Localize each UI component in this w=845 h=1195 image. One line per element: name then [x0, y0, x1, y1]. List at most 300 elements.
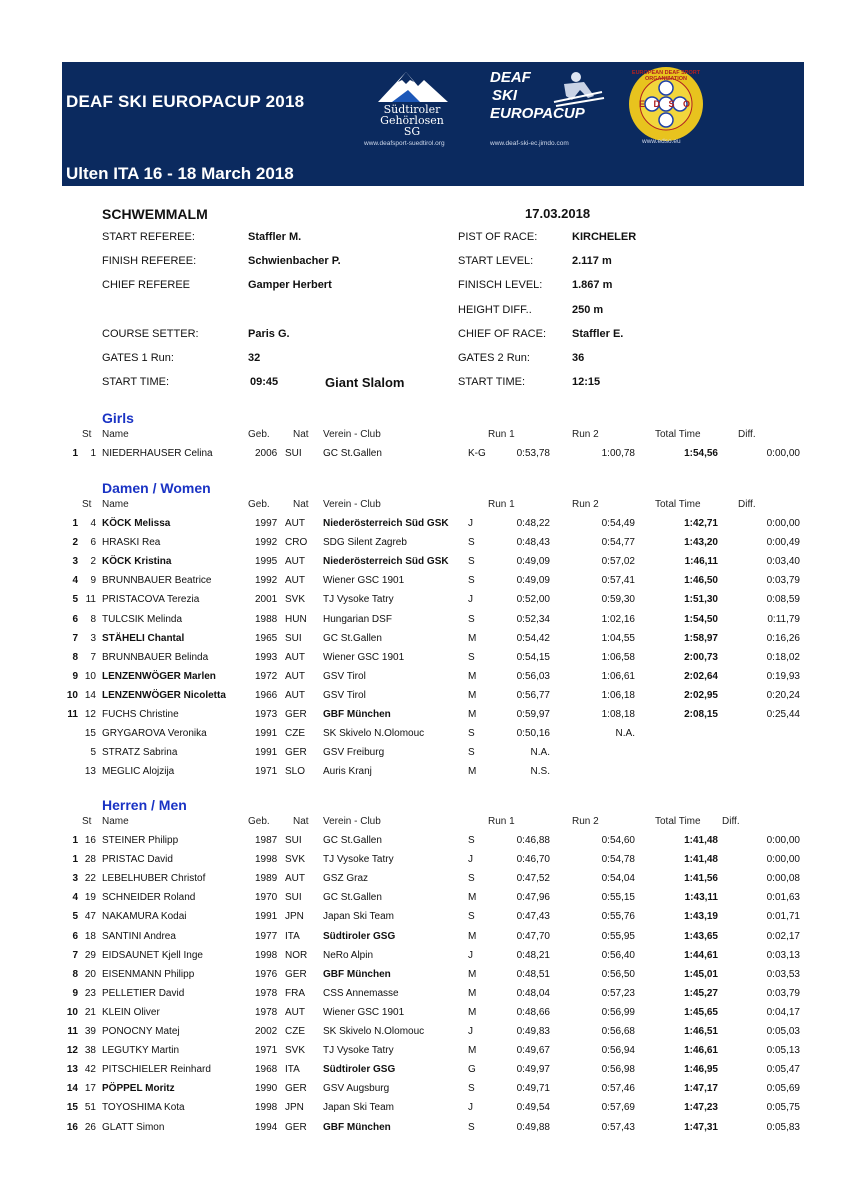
cell-cat: J: [468, 518, 473, 529]
table-row: [0, 931, 845, 950]
cell-run1: 0:56,03: [516, 670, 550, 682]
cell-year: 1970: [255, 892, 278, 904]
cell-year: 1972: [255, 670, 278, 682]
cell-cat: S: [468, 1083, 475, 1095]
column-header-run2: Run 2: [572, 816, 599, 827]
cell-st: 11: [85, 594, 96, 606]
cell-run1: 0:48,66: [516, 1006, 550, 1018]
section-title: Girls: [102, 410, 134, 426]
cell-nat: NOR: [285, 949, 308, 961]
cell-year: 1976: [255, 968, 278, 980]
cell-cat: M: [468, 709, 477, 720]
cell-club: SK Skivelo N.Olomouc: [323, 1026, 425, 1037]
cell-club: GC St.Gallen: [323, 448, 382, 459]
cell-club: SK Skivelo N.Olomouc: [323, 728, 425, 740]
cell-rank: 1: [72, 835, 78, 846]
table-row: [0, 854, 845, 873]
cell-year: 2001: [255, 594, 278, 606]
column-header-club: Verein - Club: [323, 499, 381, 510]
cell-name: SANTINI Andrea: [102, 930, 176, 942]
cell-run2: 0:54,49: [601, 518, 635, 529]
height-diff-value: 250 m: [572, 304, 604, 316]
cell-cat: S: [468, 613, 475, 625]
table-row: [0, 766, 845, 785]
cell-rank: 5: [72, 911, 78, 923]
cell-st: 47: [84, 911, 96, 923]
cell-st: 28: [84, 854, 96, 866]
cell-nat: FRA: [285, 987, 305, 999]
mountain-icon: [372, 68, 452, 104]
cell-diff: 0:11,79: [767, 613, 800, 625]
cell-run2: 0:57,69: [601, 1102, 635, 1114]
cell-cat: J: [468, 1102, 473, 1114]
cell-rank: 15: [66, 1102, 78, 1114]
cell-run1: 0:46,70: [516, 854, 550, 866]
cell-name: KÖCK Melissa: [102, 518, 171, 529]
suedtirol-url: www.deafsport-suedtirol.org: [364, 140, 445, 147]
cell-club: Hungarian DSF: [323, 613, 392, 625]
cell-run2: 1:04,55: [601, 632, 635, 644]
table-row: [0, 1102, 845, 1121]
table-row: [0, 1026, 845, 1045]
cell-cat: J: [468, 594, 473, 606]
deaf-ski-europacup-logo: [488, 68, 618, 138]
table-row: [0, 652, 845, 671]
table-row: [0, 575, 845, 594]
cell-cat: S: [468, 575, 475, 587]
cell-name: NIEDERHAUSER Celina: [102, 448, 213, 459]
cell-year: 1977: [255, 930, 278, 942]
cell-total: 1:46,11: [684, 556, 718, 568]
cell-club: GBF München: [323, 1121, 391, 1133]
cell-year: 1991: [255, 911, 278, 923]
cell-cat: S: [468, 747, 475, 759]
cell-year: 1987: [255, 835, 278, 846]
cell-run2: 0:57,41: [601, 575, 635, 587]
cell-club: GSZ Graz: [323, 873, 369, 885]
suedtirol-logo-text: Südtiroler Gehörlosen SG: [380, 103, 444, 138]
cell-year: 1992: [255, 537, 278, 549]
table-row: [0, 728, 845, 747]
cell-club: NeRo Alpin: [323, 949, 374, 961]
column-header-nat: Nat: [293, 429, 309, 440]
cell-rank: 6: [72, 613, 78, 625]
chief-referee-value: Gamper Herbert: [248, 279, 332, 291]
cell-total: 1:46,61: [684, 1045, 718, 1057]
cell-diff: 0:05,75: [766, 1102, 800, 1114]
cell-nat: JPN: [285, 911, 304, 923]
cell-rank: 7: [72, 632, 78, 644]
cell-run1: 0:49,09: [516, 575, 550, 587]
cell-year: 1991: [255, 747, 278, 759]
cell-name: TULCSIK Melinda: [102, 613, 183, 625]
cell-club: TJ Vysoke Tatry: [323, 1045, 394, 1057]
column-header-diff: Diff.: [738, 499, 756, 510]
start-time2-value: 12:15: [572, 376, 601, 388]
cell-total: 1:46,51: [684, 1026, 718, 1037]
cell-rank: 4: [72, 575, 78, 587]
cell-rank: 16: [66, 1121, 78, 1133]
gates2-value: 36: [572, 352, 585, 364]
cell-st: 15: [84, 728, 96, 740]
cell-run2: 1:00,78: [601, 448, 635, 459]
cell-year: 1973: [255, 709, 278, 720]
cell-diff: 0:01,63: [766, 892, 800, 904]
cell-st: 22: [84, 873, 96, 885]
cell-club: GC St.Gallen: [323, 835, 382, 846]
cell-run2: 0:57,02: [601, 556, 635, 568]
cell-nat: AUT: [285, 518, 305, 529]
cell-run1: 0:47,96: [516, 892, 550, 904]
cell-diff: 0:03,40: [766, 556, 800, 568]
cell-diff: 0:02,17: [766, 930, 800, 942]
cell-total: 1:43,11: [684, 892, 718, 904]
cell-nat: SVK: [285, 1045, 306, 1057]
cell-run2: N.A.: [615, 728, 635, 740]
cell-nat: AUT: [285, 1006, 305, 1018]
cell-year: 1991: [255, 728, 278, 740]
cell-st: 18: [84, 930, 96, 942]
cell-total: 1:45,01: [684, 968, 718, 980]
cell-club: Wiener GSC 1901: [323, 575, 405, 587]
cell-name: LENZENWÖGER Marlen: [102, 670, 216, 682]
cell-nat: SUI: [285, 632, 302, 644]
cell-diff: 0:00,08: [766, 873, 800, 885]
cell-st: 39: [84, 1026, 96, 1037]
table-row: [0, 988, 845, 1007]
cell-st: 14: [84, 689, 96, 701]
cell-club: Japan Ski Team: [323, 1102, 394, 1114]
cell-nat: SUI: [285, 448, 302, 459]
cell-rank: 3: [72, 556, 78, 568]
cell-year: 1971: [255, 1045, 278, 1057]
cell-nat: GER: [285, 1121, 307, 1133]
cell-year: 1998: [255, 1102, 278, 1114]
cell-run2: 0:56,98: [601, 1064, 635, 1076]
cell-rank: 10: [66, 689, 78, 701]
cell-name: PRISTAC David: [102, 854, 173, 866]
cell-st: 13: [84, 766, 96, 778]
cell-name: STEINER Philipp: [102, 835, 179, 846]
cell-st: 21: [84, 1006, 96, 1018]
cell-run2: 1:06,18: [601, 689, 635, 701]
cell-total: 1:51,30: [684, 594, 718, 606]
cell-st: 38: [84, 1045, 96, 1057]
cell-total: 1:45,65: [684, 1006, 718, 1018]
gates1-label: GATES 1 Run:: [102, 352, 174, 364]
column-header-total: Total Time: [655, 499, 701, 510]
cell-total: 1:47,23: [684, 1102, 718, 1114]
cell-diff: 0:25,44: [766, 709, 800, 720]
cell-diff: 0:05,69: [766, 1083, 800, 1095]
cell-rank: 8: [72, 968, 78, 980]
cell-club: SDG Silent Zagreb: [323, 537, 407, 549]
cell-diff: 0:05,13: [766, 1045, 800, 1057]
cell-diff: 0:00,49: [766, 537, 800, 549]
cell-club: Niederösterreich Süd GSK: [323, 518, 449, 529]
table-row: [0, 835, 845, 854]
cell-run1: 0:49,54: [516, 1102, 550, 1114]
cell-club: GSV Tirol: [323, 689, 366, 701]
cell-diff: 0:05,47: [766, 1064, 800, 1076]
cell-club: GSV Freiburg: [323, 747, 385, 759]
column-header-nat: Nat: [293, 816, 309, 827]
deaf-ski-url: www.deaf-ski-ec.jimdo.com: [490, 140, 569, 147]
table-row: [0, 671, 845, 690]
finish-referee-value: Schwienbacher P.: [248, 255, 341, 267]
cell-total: 1:44,61: [684, 949, 718, 961]
cell-nat: GER: [285, 709, 307, 720]
cell-run2: 0:56,68: [601, 1026, 635, 1037]
cell-nat: CZE: [285, 728, 305, 740]
pist-value: KIRCHELER: [572, 231, 637, 243]
cell-st: 20: [84, 968, 96, 980]
cell-total: 1:42,71: [684, 518, 718, 529]
cell-rank: 9: [72, 670, 78, 682]
cell-rank: 1: [72, 518, 78, 529]
cell-diff: 0:03,79: [766, 987, 800, 999]
cell-run1: 0:48,22: [516, 518, 550, 529]
cell-run2: 0:54,77: [601, 537, 635, 549]
cell-nat: SVK: [285, 594, 306, 606]
cell-nat: JPN: [285, 1102, 304, 1114]
column-header-st: St: [82, 429, 92, 440]
cell-year: 1989: [255, 873, 278, 885]
cell-name: LEBELHUBER Christof: [102, 873, 206, 885]
cell-cat: J: [468, 1026, 473, 1037]
cell-cat: S: [468, 556, 475, 568]
cell-run2: 0:56,50: [601, 968, 635, 980]
cell-club: GC St.Gallen: [323, 632, 382, 644]
cell-nat: ITA: [285, 1064, 300, 1076]
cell-club: Japan Ski Team: [323, 911, 394, 923]
cell-run1: 0:48,04: [516, 987, 550, 999]
cell-run2: 0:59,30: [601, 594, 635, 606]
gates1-value: 32: [248, 352, 261, 364]
cell-diff: 0:19,93: [766, 670, 800, 682]
cell-nat: CRO: [285, 537, 308, 549]
start-referee-label: START REFEREE:: [102, 231, 195, 243]
cell-year: 1965: [255, 632, 278, 644]
cell-club: Südtiroler GSG: [323, 930, 396, 942]
cell-cat: M: [468, 632, 477, 644]
cell-run2: 0:55,76: [601, 911, 635, 923]
edso-ring-text: EUROPEAN DEAF SPORT ORGANIZATION: [631, 70, 701, 82]
column-header-club: Verein - Club: [323, 816, 381, 827]
suedtirol-logo: [372, 68, 452, 138]
cell-run1: 0:49,09: [516, 556, 550, 568]
cell-nat: SVK: [285, 854, 306, 866]
cell-club: CSS Annemasse: [323, 987, 399, 999]
cell-run2: 0:57,43: [601, 1121, 635, 1133]
finish-level-value: 1.867 m: [572, 279, 613, 291]
cell-rank: 14: [66, 1083, 78, 1095]
cell-nat: AUT: [285, 689, 305, 701]
cell-diff: 0:00,00: [766, 518, 800, 529]
cell-rank: 7: [72, 949, 78, 961]
cell-st: 7: [90, 651, 96, 663]
cell-name: STÄHELI Chantal: [102, 632, 185, 644]
cell-nat: GER: [285, 968, 307, 980]
column-header-st: St: [82, 816, 92, 827]
cell-rank: 1: [72, 854, 78, 866]
cell-run1: 0:52,34: [516, 613, 550, 625]
table-row: [0, 1045, 845, 1064]
cell-name: STRATZ Sabrina: [102, 747, 178, 759]
cell-total: 1:41,48: [684, 835, 718, 846]
cell-run1: 0:56,77: [516, 689, 550, 701]
section-title: Damen / Women: [102, 480, 211, 496]
cell-cat: M: [468, 987, 477, 999]
cell-year: 1998: [255, 854, 278, 866]
table-row: [0, 633, 845, 652]
table-row: [0, 614, 845, 633]
cell-cat: M: [468, 689, 477, 701]
cell-rank: 11: [67, 1026, 78, 1037]
cell-diff: 0:03,53: [766, 968, 800, 980]
cell-run1: 0:53,78: [516, 448, 550, 459]
cell-rank: 9: [72, 987, 78, 999]
course-setter-value: Paris G.: [248, 328, 290, 340]
cell-year: 1994: [255, 1121, 278, 1133]
cell-total: 1:43,19: [684, 911, 718, 923]
cell-run2: 0:55,15: [601, 892, 635, 904]
cell-name: MEGLIC Alojzija: [102, 766, 175, 778]
cell-st: 51: [84, 1102, 96, 1114]
column-header-total: Total Time: [655, 816, 701, 827]
cell-cat: J: [468, 854, 473, 866]
discipline: Giant Slalom: [325, 375, 405, 390]
cell-run1: 0:47,70: [516, 930, 550, 942]
skier-icon: [550, 70, 606, 110]
cell-st: 19: [84, 892, 96, 904]
cell-name: LENZENWÖGER Nicoletta: [102, 689, 226, 701]
cell-cat: S: [468, 1121, 475, 1133]
cell-name: KLEIN Oliver: [102, 1006, 160, 1018]
cell-year: 2002: [255, 1026, 278, 1037]
cell-total: 1:45,27: [684, 987, 718, 999]
cell-club: Auris Kranj: [323, 766, 372, 778]
column-header-run2: Run 2: [572, 499, 599, 510]
cell-rank: 1: [72, 448, 78, 459]
cell-run2: 0:57,46: [601, 1083, 635, 1095]
cell-st: 12: [84, 709, 96, 720]
cell-total: 1:46,95: [684, 1064, 718, 1076]
cell-run1: 0:46,88: [516, 835, 550, 846]
table-row: [0, 950, 845, 969]
cell-year: 1992: [255, 575, 278, 587]
column-header-name: Name: [102, 499, 129, 510]
cell-nat: GER: [285, 1083, 307, 1095]
cell-rank: 4: [72, 892, 78, 904]
cell-run2: 1:06,58: [601, 651, 635, 663]
cell-rank: 5: [72, 594, 78, 606]
cell-run1: N.A.: [530, 747, 550, 759]
table-row: [0, 690, 845, 709]
cell-nat: SLO: [285, 766, 306, 778]
table-row: [0, 892, 845, 911]
cell-run2: 1:06,61: [601, 670, 635, 682]
start-level-value: 2.117 m: [572, 255, 612, 267]
column-header-st: St: [82, 499, 92, 510]
cell-run1: 0:50,16: [516, 728, 550, 740]
cell-name: KÖCK Kristina: [102, 556, 172, 568]
finish-referee-label: FINISH REFEREE:: [102, 255, 197, 267]
cell-cat: G: [468, 1064, 476, 1076]
column-header-diff: Diff.: [722, 816, 740, 827]
table-row: [0, 1064, 845, 1083]
cell-nat: CZE: [285, 1026, 305, 1037]
cell-name: GLATT Simon: [102, 1121, 165, 1133]
column-header-run2: Run 2: [572, 429, 599, 440]
cell-st: 42: [84, 1064, 96, 1076]
event-title: DEAF SKI EUROPACUP 2018: [66, 92, 305, 111]
cell-cat: K-G: [468, 448, 486, 459]
cell-cat: J: [468, 949, 473, 961]
cell-year: 1971: [255, 766, 278, 778]
table-row: [0, 1122, 845, 1141]
cell-run1: 0:49,71: [516, 1083, 550, 1095]
column-header-total: Total Time: [655, 429, 701, 440]
cell-name: PITSCHIELER Reinhard: [102, 1064, 211, 1076]
cell-rank: 2: [72, 537, 78, 549]
cell-nat: ITA: [285, 930, 300, 942]
edso-url: www.edso.eu: [642, 138, 681, 145]
cell-st: 9: [90, 575, 96, 587]
table-row: [0, 709, 845, 728]
cell-st: 5: [90, 747, 96, 759]
cell-diff: 0:05,03: [766, 1026, 800, 1037]
cell-run1: N.S.: [530, 766, 550, 778]
cell-run2: 0:57,23: [601, 987, 635, 999]
cell-total: 1:54,56: [684, 448, 718, 459]
cell-run1: 0:52,00: [516, 594, 550, 606]
cell-name: BRUNNBAUER Belinda: [102, 651, 209, 663]
chief-of-race-label: CHIEF OF RACE:: [458, 328, 547, 340]
cell-run1: 0:49,97: [516, 1064, 550, 1076]
column-header-year: Geb.: [248, 816, 270, 827]
start-level-label: START LEVEL:: [458, 255, 534, 267]
cell-name: PONOCNY Matej: [102, 1026, 180, 1037]
cell-total: 2:00,73: [684, 651, 718, 663]
start-time1-label: START TIME:: [102, 376, 170, 388]
finish-level-label: FINISCH LEVEL:: [458, 279, 543, 291]
cell-nat: AUT: [285, 556, 305, 568]
cell-st: 8: [90, 613, 96, 625]
table-row: [0, 594, 845, 613]
cell-run2: 1:08,18: [601, 709, 635, 720]
cell-name: NAKAMURA Kodai: [102, 911, 187, 923]
cell-st: 4: [90, 518, 96, 529]
cell-name: LEGUTKY Martin: [102, 1045, 180, 1057]
column-header-year: Geb.: [248, 499, 270, 510]
cell-st: 10: [84, 670, 96, 682]
pist-label: PIST OF RACE:: [458, 231, 538, 243]
cell-club: Niederösterreich Süd GSK: [323, 556, 449, 568]
cell-club: Wiener GSC 1901: [323, 651, 405, 663]
cell-rank: 10: [66, 1006, 78, 1018]
cell-st: 26: [84, 1121, 96, 1133]
event-subtitle: Ulten ITA 16 - 18 March 2018: [66, 164, 294, 183]
chief-referee-label: CHIEF REFEREE: [102, 279, 191, 291]
cell-nat: AUT: [285, 873, 305, 885]
cell-total: 1:41,56: [684, 873, 718, 885]
cell-total: 2:02,64: [684, 670, 718, 682]
cell-name: HRASKI Rea: [102, 537, 161, 549]
cell-club: TJ Vysoke Tatry: [323, 854, 394, 866]
cell-st: 29: [84, 949, 96, 961]
cell-club: GSV Augsburg: [323, 1083, 390, 1095]
